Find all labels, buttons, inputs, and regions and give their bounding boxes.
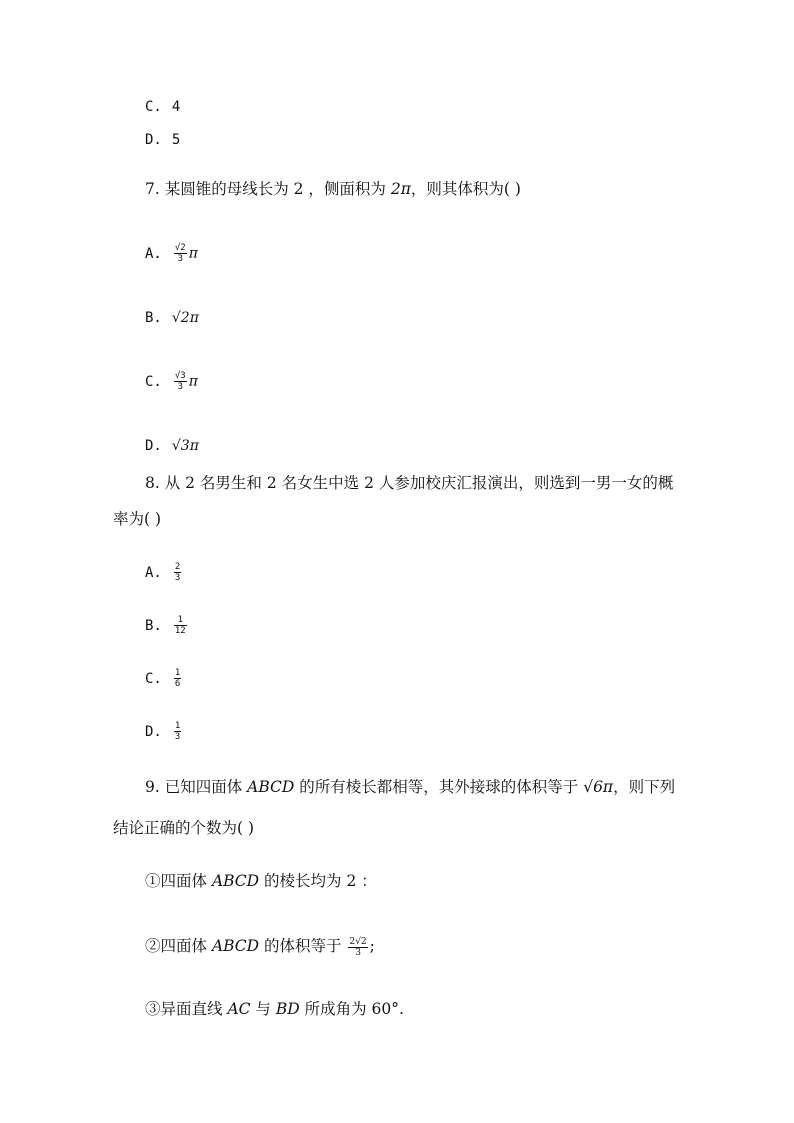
fraction-numerator: √3 bbox=[174, 371, 186, 381]
fraction-denominator: 3 bbox=[174, 732, 181, 742]
statement-text: ; bbox=[369, 937, 375, 955]
q7-stem-prefix: 7. 某圆锥的母线长为 2 ，侧面积为 bbox=[145, 180, 391, 198]
q7-option-c bbox=[145, 371, 198, 392]
q9-stem-math: ABCD bbox=[247, 778, 295, 796]
statement-text: ③异面直线 bbox=[145, 1000, 228, 1018]
fraction-denominator: 3 bbox=[177, 254, 183, 264]
q9-stem-text: 的所有棱长都相等，其外接球的体积等于 bbox=[294, 778, 584, 796]
fraction-denominator: 6 bbox=[174, 679, 181, 689]
fraction-denominator: 3 bbox=[177, 382, 183, 392]
statement-text: 与 bbox=[250, 1000, 276, 1018]
fraction bbox=[174, 562, 181, 583]
fraction-numerator: 2 bbox=[174, 562, 181, 572]
q8-option-c bbox=[145, 668, 183, 689]
q9-statement-1 bbox=[145, 871, 377, 891]
option-label: C. bbox=[145, 670, 162, 687]
option-label: A. bbox=[145, 564, 162, 581]
fraction-numerator: 2√2 bbox=[349, 936, 367, 947]
q9-stem-text: 9. 已知四面体 bbox=[145, 778, 248, 796]
q7-option-d bbox=[145, 436, 199, 456]
statement-text: 的体积等于 bbox=[259, 937, 347, 955]
q8-stem-line-2: 率为( ) bbox=[113, 510, 162, 528]
statement-math: AC bbox=[227, 1000, 251, 1018]
option-math: √2π bbox=[171, 310, 199, 326]
statement-text: 的棱长均为 2 ： bbox=[259, 872, 377, 890]
option-math: √3π bbox=[171, 438, 199, 454]
statement-text: 所成角为 60°. bbox=[299, 1000, 404, 1018]
pi-symbol: π bbox=[188, 245, 198, 262]
q7-stem bbox=[145, 179, 521, 199]
option-label: D. bbox=[145, 132, 162, 148]
option-label: B. bbox=[145, 310, 162, 326]
option-label: D. bbox=[145, 723, 162, 740]
fraction-denominator: 12 bbox=[174, 626, 186, 636]
fraction-numerator: 1 bbox=[174, 668, 181, 678]
q6-option-d bbox=[145, 130, 180, 150]
fraction bbox=[174, 615, 187, 636]
option-label: D. bbox=[145, 438, 162, 454]
q8-option-b bbox=[145, 615, 189, 636]
statement-text: ②四面体 bbox=[145, 937, 212, 955]
option-text: 5 bbox=[171, 132, 181, 148]
q8-stem-line-1: 8. 从 2 名男生和 2 名女生中选 2 人参加校庆汇报演出，则选到一男一女的概 bbox=[145, 474, 674, 492]
q7-option-b bbox=[145, 308, 199, 328]
option-label: B. bbox=[145, 617, 162, 634]
statement-math: ABCD bbox=[211, 872, 260, 890]
option-text: 4 bbox=[171, 99, 181, 115]
fraction bbox=[174, 721, 181, 742]
fraction-denominator: 3 bbox=[355, 947, 361, 958]
fraction-numerator: √2 bbox=[174, 243, 186, 253]
option-label: C. bbox=[145, 99, 162, 115]
q9-statement-3 bbox=[145, 999, 404, 1019]
pi-symbol: π bbox=[188, 373, 198, 390]
fraction bbox=[348, 937, 367, 958]
q7-stem-suffix: ，则其体积为( ) bbox=[410, 180, 521, 198]
q7-stem-math: 2π bbox=[390, 180, 411, 198]
option-label: C. bbox=[145, 373, 162, 390]
fraction-denominator: 3 bbox=[174, 573, 181, 583]
fraction bbox=[174, 668, 181, 689]
fraction-numerator: 1 bbox=[174, 721, 181, 731]
q8-option-d bbox=[145, 721, 183, 742]
fraction bbox=[174, 243, 187, 264]
fraction bbox=[174, 371, 187, 392]
option-label: A. bbox=[145, 245, 162, 262]
q9-stem-text: ，则下列 bbox=[613, 778, 676, 796]
q9-statement-2 bbox=[145, 936, 375, 958]
q9-stem-line-2: 结论正确的个数为( ) bbox=[113, 819, 255, 837]
q8-option-a bbox=[145, 562, 183, 583]
q9-stem-math: √6π bbox=[583, 778, 614, 796]
q9-stem-line-1 bbox=[145, 777, 675, 797]
fraction-numerator: 1 bbox=[174, 615, 187, 626]
q7-option-a bbox=[145, 243, 198, 264]
q6-option-c bbox=[145, 97, 180, 117]
statement-math: ABCD bbox=[211, 937, 260, 955]
statement-text: ①四面体 bbox=[145, 872, 212, 890]
statement-math: BD bbox=[275, 1000, 300, 1018]
